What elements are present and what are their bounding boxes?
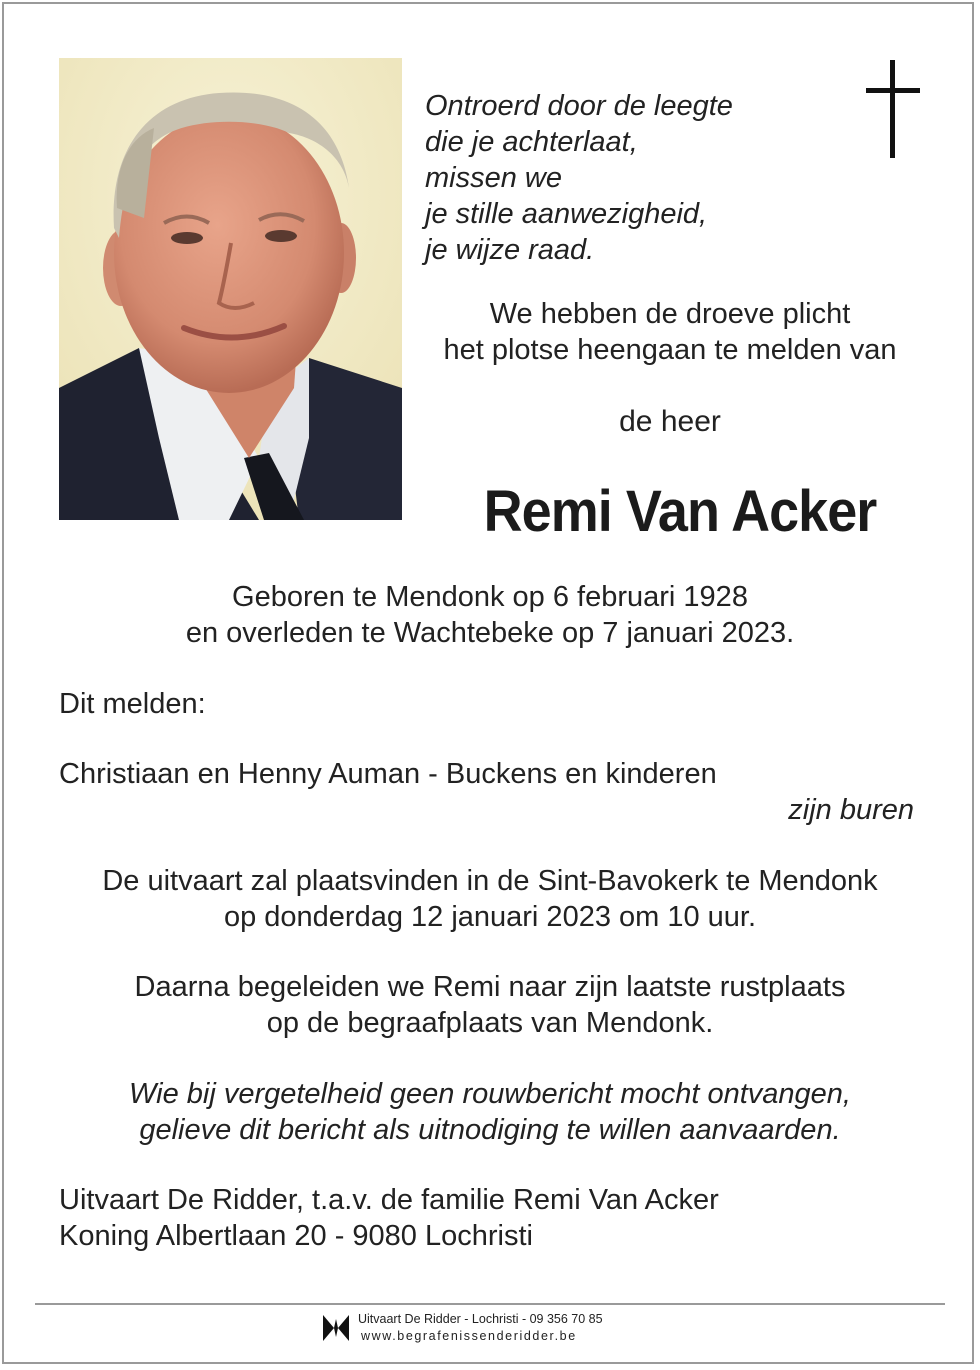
notifiers-names: Christiaan en Henny Auman - Buckens en kinderen (59, 758, 717, 790)
poem-line: je wijze raad. (425, 234, 595, 266)
funeral-info (0, 863, 980, 935)
burial-line: Daarna begeleiden we Remi naar zijn laatste rustplaats (134, 971, 846, 1003)
poem-line: missen we (425, 162, 562, 194)
contact-line: Koning Albertlaan 20 - 9080 Lochristi (59, 1220, 533, 1252)
deceased-name: Remi Van Acker (483, 479, 877, 544)
contact-line: Uitvaart De Ridder, t.a.v. de familie Remi Van Acker (59, 1184, 719, 1216)
notifiers-heading: Dit melden: (59, 688, 206, 720)
announcement-line: het plotse heengaan te melden van (443, 334, 897, 366)
notice-line: gelieve dit bericht als uitnodiging te willen aanvaarden. (139, 1114, 841, 1146)
burial-line: op de begraafplaats van Mendonk. (266, 1007, 714, 1039)
cross-icon (864, 60, 922, 160)
footer-website[interactable]: www.begrafenissenderidder.be (361, 1329, 577, 1343)
burial-info (0, 969, 980, 1041)
footer-divider (35, 1303, 945, 1305)
poem-line: die je achterlaat, (425, 126, 638, 158)
honorific: de heer (619, 405, 721, 438)
life-dates (0, 579, 980, 651)
birth-line: Geboren te Mendonk op 6 februari 1928 (232, 581, 748, 613)
funeral-home-logo-icon (322, 1313, 350, 1343)
footer-company-phone: Uitvaart De Ridder - Lochristi - 09 356 70 85 (358, 1312, 603, 1326)
notice-line: Wie bij vergetelheid geen rouwbericht mocht ontvangen, (129, 1078, 851, 1110)
portrait-illustration (59, 58, 402, 520)
death-line: en overleden te Wachtebeke op 7 januari 2023. (185, 617, 795, 649)
funeral-line: op donderdag 12 januari 2023 om 10 uur. (223, 901, 757, 933)
notice (0, 1076, 980, 1148)
notifiers-relation: zijn buren (788, 794, 914, 826)
funeral-line: De uitvaart zal plaatsvinden in de Sint-Bavokerk te Mendonk (102, 865, 878, 897)
portrait-photo (59, 58, 402, 520)
poem-line: je stille aanwezigheid, (425, 198, 708, 230)
poem (425, 88, 733, 268)
poem-line: Ontroerd door de leegte (425, 90, 733, 122)
contact-address (59, 1182, 719, 1254)
announcement-text (420, 296, 920, 368)
announcement-line: We hebben de droeve plicht (489, 298, 851, 330)
